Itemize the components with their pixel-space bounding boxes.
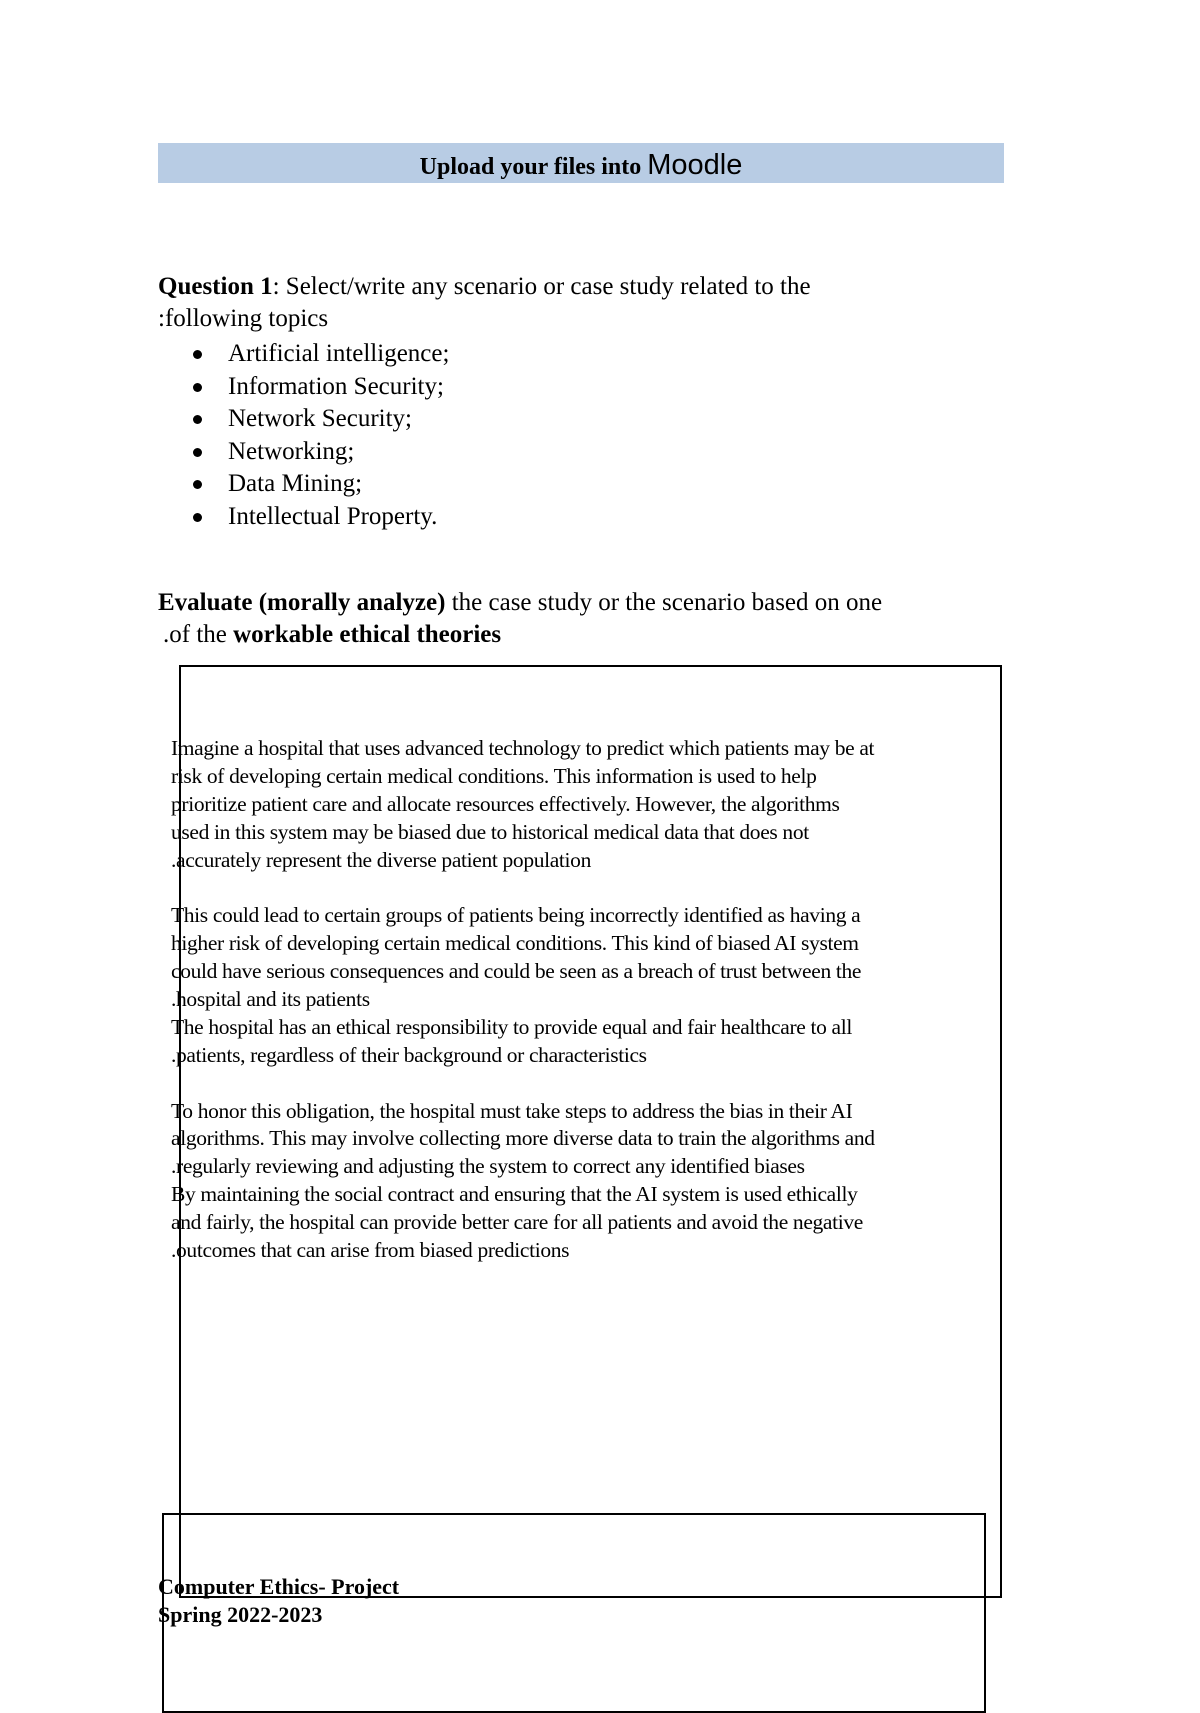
topic-item: Artificial intelligence;: [158, 338, 449, 371]
bullet-icon: [193, 415, 202, 424]
topic-item: Data Mining;: [158, 468, 449, 501]
ethical-theories-text: workable ethical theories: [233, 621, 502, 648]
answer-line: To honor this obligation, the hospital must take steps to address the bias in their AI: [171, 1098, 853, 1123]
question-text-continued: :following topics: [158, 305, 329, 332]
answer-line: .regularly reviewing and adjusting the system to correct any identified biases: [171, 1154, 805, 1179]
answer-line: This could lead to certain groups of patients being incorrectly identified as having a: [171, 903, 861, 928]
answer-line: .patients, regardless of their background or characteristics: [171, 1042, 647, 1067]
question-heading: [158, 271, 811, 303]
answer-line: risk of developing certain medical conditions. This information is used to help: [171, 763, 817, 788]
paragraph-gap: [171, 1070, 1006, 1098]
bullet-icon: [193, 513, 202, 522]
bullet-icon: [193, 448, 202, 457]
answer-line: .accurately represent the diverse patient population: [171, 847, 591, 872]
topic-list: [158, 338, 449, 533]
question-label: Question 1: [158, 273, 273, 300]
answer-line: algorithms. This may involve collecting more diverse data to train the algorithms and: [171, 1126, 875, 1151]
evaluate-text: the case study or the scenario based on one: [445, 589, 883, 616]
moodle-brand: Moodle: [647, 148, 743, 181]
answer-line: prioritize patient care and allocate resources effectively. However, the algorithms: [171, 791, 840, 816]
answer-line: .hospital and its patients: [171, 987, 370, 1012]
course-name: Computer Ethics- Project: [158, 1574, 400, 1599]
answer-line: .outcomes that can arise from biased predictions: [171, 1238, 570, 1263]
answer-line: could have serious consequences and could be seen as a breach of trust between the: [171, 959, 862, 984]
bullet-icon: [193, 383, 202, 392]
topic-item: Networking;: [158, 436, 449, 469]
answer-line: Imagine a hospital that uses advanced technology to predict which patients may be at: [171, 736, 875, 760]
answer-line: The hospital has an ethical responsibility to provide equal and fair healthcare to all: [171, 1014, 852, 1039]
answer-line: By maintaining the social contract and ensuring that the AI system is used ethically: [171, 1182, 858, 1207]
question-text: : Select/write any scenario or case study related to the: [272, 273, 811, 300]
topic-item: Network Security;: [158, 403, 449, 436]
answer-text: [171, 735, 1006, 1265]
topic-item: Intellectual Property.: [158, 501, 449, 534]
bullet-icon: [193, 480, 202, 489]
answer-line: higher risk of developing certain medical conditions. This kind of biased AI system: [171, 931, 859, 956]
answer-line: and fairly, the hospital can provide better care for all patients and avoid the negative: [171, 1210, 863, 1235]
evaluate-instruction: [158, 587, 882, 619]
answer-line: used in this system may be biased due to historical medical data that does not: [171, 819, 809, 844]
paragraph-gap: [171, 874, 1006, 902]
topic-item: Information Security;: [158, 371, 449, 404]
term-label: Spring 2022-2023: [158, 1602, 323, 1627]
upload-text: Upload your files into: [419, 153, 642, 180]
upload-instruction: [420, 149, 743, 182]
evaluate-instruction-continued: [163, 619, 501, 651]
evaluate-bold-text: Evaluate (morally analyze): [158, 589, 446, 616]
bullet-icon: [193, 350, 202, 359]
evaluate-text-2: .of the: [163, 621, 234, 648]
upload-banner: [158, 143, 1004, 183]
